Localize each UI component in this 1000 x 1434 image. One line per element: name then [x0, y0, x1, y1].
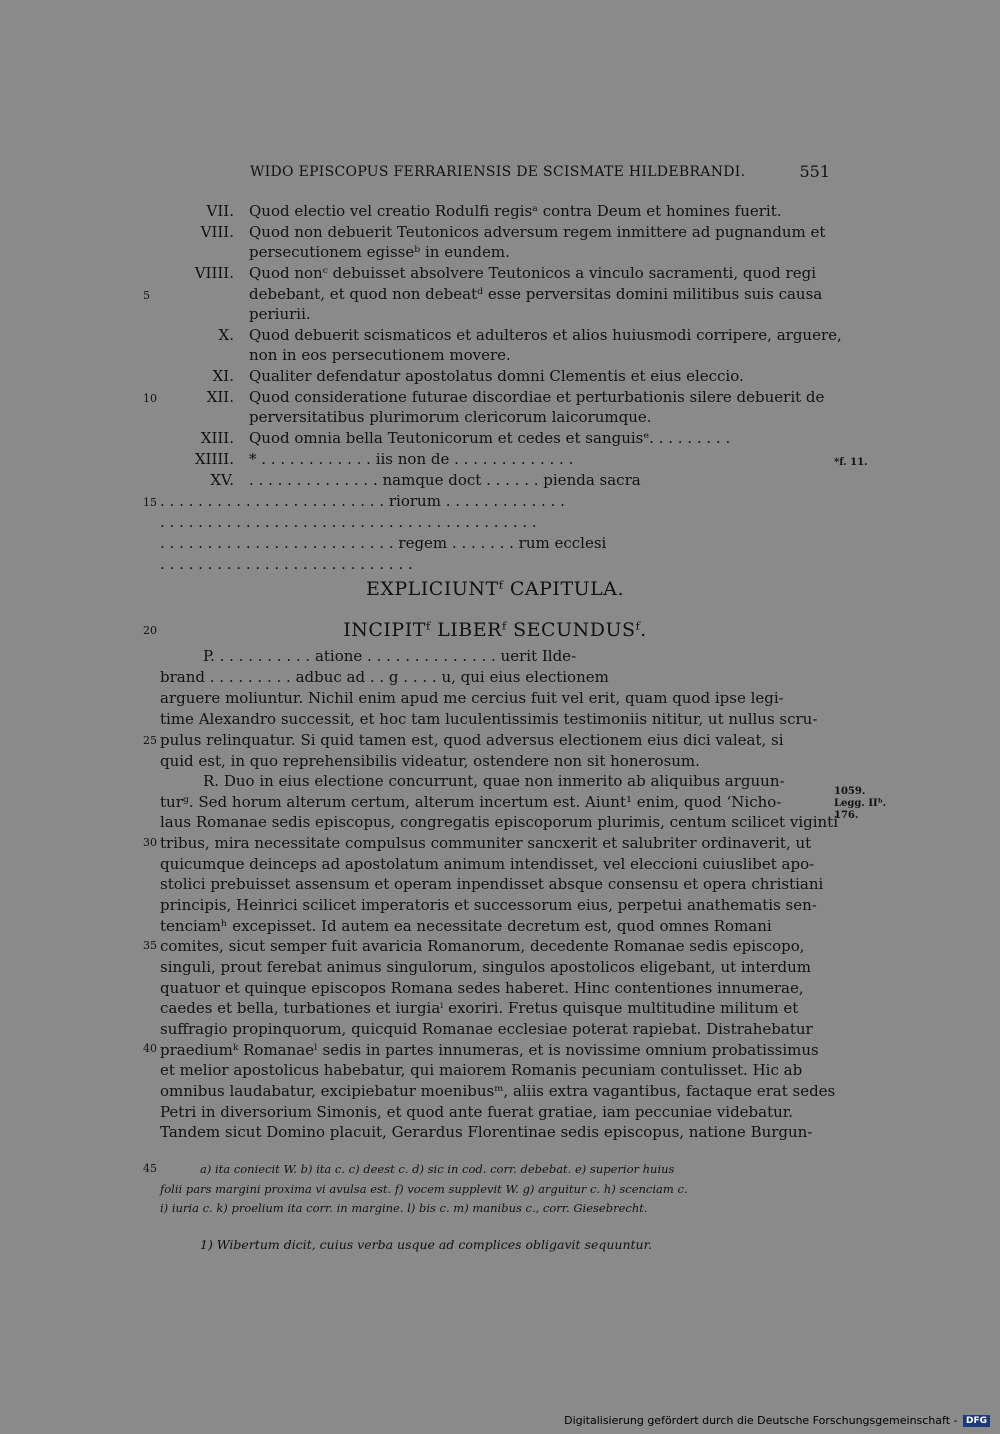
chapter-line: Quod consideratione futurae discordiae et perturbationis silere debuerit de [249, 388, 825, 406]
chapter-num: VIII. [200, 223, 234, 241]
body-line: quid est, in quo reprehensibilis videatur, ostendere non sit honerosum. [160, 752, 700, 770]
body-line: P. . . . . . . . . . . ationе . . . . . . . . . . . . . . uerit Ilde- [203, 647, 577, 665]
chapter-line: Quod debuerit scismaticos et adulteros et alios huiusmodi corripere, arguere, [249, 326, 842, 344]
chapter-line: debebant, et quod non debeatᵈ esse perversitas domini militibus suis causa [249, 285, 823, 303]
chapter-line: . . . . . . . . . . . . . . namque doct . . . . . . pienda sacra [249, 471, 641, 489]
body-line: praediumᵏ Romanaeˡ sedis in partes innumeras, et is novissime omnium probatissimus [160, 1041, 819, 1059]
line-number: 15 [143, 496, 157, 509]
body-line: omnibus laudabatur, excipiebatur moenibusᵐ, aliis extra vagantibus, factaque erat sedes [160, 1082, 836, 1100]
chapter-line: Quod non debuerit Teutonicos adversum regem inmittere ad pugnandum et [249, 223, 826, 241]
body-line: Petri in diversorium Simonis, et quod ante fuerat gratiae, iam peccuniae videbatur. [160, 1103, 794, 1121]
reference-note: 176. [834, 810, 859, 821]
body-line: tenciamʰ excepisset. Id autem ea necessitate decretum est, quod omnes Romani [160, 917, 772, 935]
chapter-num: XIIII. [194, 450, 234, 468]
body-line: pulus relinquatur. Si quid tamen est, quod adversus electionem eius dici valeat, si [160, 731, 784, 749]
body-line: tribus, mira necessitate compulsus communiter sancxerit et salubriter ordinaverit, ut [160, 834, 812, 852]
chapter-num: X. [218, 326, 234, 344]
body-line: comites, sicut semper fuit avaricia Romanorum, decedente Romanae sedis episcopo, [160, 937, 805, 955]
chapter-line: Qualiter defendatur apostolatus domni Clementis et eius eleccio. [249, 367, 744, 385]
line-number: 45 [143, 1162, 157, 1175]
chapter-num: XV. [210, 471, 234, 489]
source-note: 1) Wibertum dicit, cuius verba usque ad complices obligavit sequuntur. [200, 1237, 653, 1252]
chapter-line: Quod omnia bella Teutonicorum et cedes et sanguisᵉ. . . . . . . . . [249, 429, 731, 447]
chapter-line: periurii. [249, 305, 311, 323]
body-line: quatuor et quinque episcopos Romana sedes haberet. Hinc contentiones innumerae, [160, 979, 804, 997]
footnote-line: folii pars margini proxima vi avulsa est. f) vocem supplevit W. g) arguitur c. h) scenciam c. [160, 1182, 688, 1196]
line-number: 5 [143, 289, 150, 302]
chapter-line: non in eos persecutionem movere. [249, 346, 511, 364]
fragment-line: . . . . . . . . . . . . . . . . . . . . . . . . riorum . . . . . . . . . . . . . [160, 492, 565, 510]
line-number: 25 [143, 734, 157, 747]
chapter-line: persecutionem egisseᵇ in eundem. [249, 243, 510, 261]
chapter-num: XIII. [200, 429, 234, 447]
body-line: R. Duo in eius electione concurrunt, quae non inmerito ab aliquibus arguun- [203, 772, 785, 790]
body-line: quicumque deinceps ad apostolatum animum intendisset, vel eleccioni cuiuslibet apo- [160, 855, 815, 873]
footnote-line: a) ita coniecit W. b) ita c. c) deest c. d) sic in cod. corr. debebat. e) superior huius [200, 1162, 675, 1176]
fragment-line: . . . . . . . . . . . . . . . . . . . . . . . . . . . . . . . . . . . . . . . . [160, 513, 537, 531]
chapter-num: VIIII. [194, 264, 234, 282]
incipit-heading: INCIPITᶠ LIBERᶠ SECUNDUSᶠ. [343, 619, 647, 641]
chapter-line: Quod electio vel creatio Rodulfi regisᵃ contra Deum et homines fuerit. [249, 202, 782, 220]
body-line: stolici prebuisset assensum et operam inpendisset absque consensu et opera christiani [160, 875, 824, 893]
body-line: turᵍ. Sed horum alterum certum, alterum incertum est. Aiunt¹ enim, quod ‘Nicho- [160, 793, 782, 811]
body-line: principis, Heinrici scilicet imperatoris et successorum eius, perpetui anathematis sen- [160, 896, 817, 914]
year-note: 1059. [834, 786, 866, 797]
running-title: WIDO EPISCOPUS FERRARIENSIS DE SCISMATE HILDEBRANDI. [250, 164, 746, 180]
chapter-num: XI. [212, 367, 234, 385]
body-line: et melior apostolicus habebatur, qui maiorem Romanis pecuniam contulisset. Hic ab [160, 1061, 803, 1079]
chapter-line: perversitatibus plurimorum clericorum laicorumque. [249, 408, 652, 426]
chapter-num: VII. [206, 202, 234, 220]
folio-note: *f. 11. [834, 457, 868, 468]
chapter-num: XII. [206, 388, 234, 406]
body-line: arguere moliuntur. Nichil enim apud me cercius fuit vel erit, quam quod ipse legi- [160, 689, 784, 707]
body-line: time Alexandro successit, et hoc tam luculentissimis testimoniis nititur, ut nullus scru- [160, 710, 818, 728]
line-number: 35 [143, 939, 157, 952]
footnote-line: i) iuria c. k) proelium ita corr. in margine. l) bis c. m) manibus c., corr. Giesebrecht. [160, 1201, 648, 1215]
body-line: laus Romanae sedis episcopus, congregatis episcoporum plurimis, centum scilicet viginti [160, 813, 839, 831]
dfg-logo: DFG [963, 1415, 990, 1427]
chapter-line: Quod nonᶜ debuisset absolvere Teutonicos a vinculo sacramenti, quod regi [249, 264, 816, 282]
line-number: 30 [143, 836, 157, 849]
footer-credit [564, 1414, 990, 1427]
explicit-heading: EXPLICIUNTᶠ CAPITULA. [365, 578, 625, 600]
page-number: 551 [799, 162, 830, 181]
running-header [250, 164, 830, 184]
body-line: Tandem sicut Domino placuit, Gerardus Florentinae sedis episcopus, natione Burgun- [160, 1123, 813, 1141]
fragment-line: . . . . . . . . . . . . . . . . . . . . . . . . . . . [160, 555, 413, 573]
body-line: singuli, prout ferebat animus singulorum, singulos apostolicos eligebant, ut interdum [160, 958, 811, 976]
line-number: 40 [143, 1042, 157, 1055]
footer-text: Digitalisierung gefördert durch die Deutsche Forschungsgemeinschaft - [564, 1414, 958, 1427]
body-line: caedes et bella, turbationes et iurgiaⁱ exoriri. Fretus quisque multitudine militum et [160, 999, 799, 1017]
reference-note: Legg. IIᵇ. [834, 798, 887, 809]
line-number: 10 [143, 392, 157, 405]
line-number: 20 [143, 624, 157, 637]
body-line: suffragio propinquorum, quicquid Romanae ecclesiae poterat rapiebat. Distrahebatur [160, 1020, 813, 1038]
chapter-line: * . . . . . . . . . . . . iis non de . . . . . . . . . . . . . [249, 450, 574, 468]
fragment-line: . . . . . . . . . . . . . . . . . . . . . . . . . regem . . . . . . . rum ecclesi [160, 534, 607, 552]
body-line: brand . . . . . . . . . adbuc ad . . g . . . . u, qui eius electionem [160, 668, 609, 686]
